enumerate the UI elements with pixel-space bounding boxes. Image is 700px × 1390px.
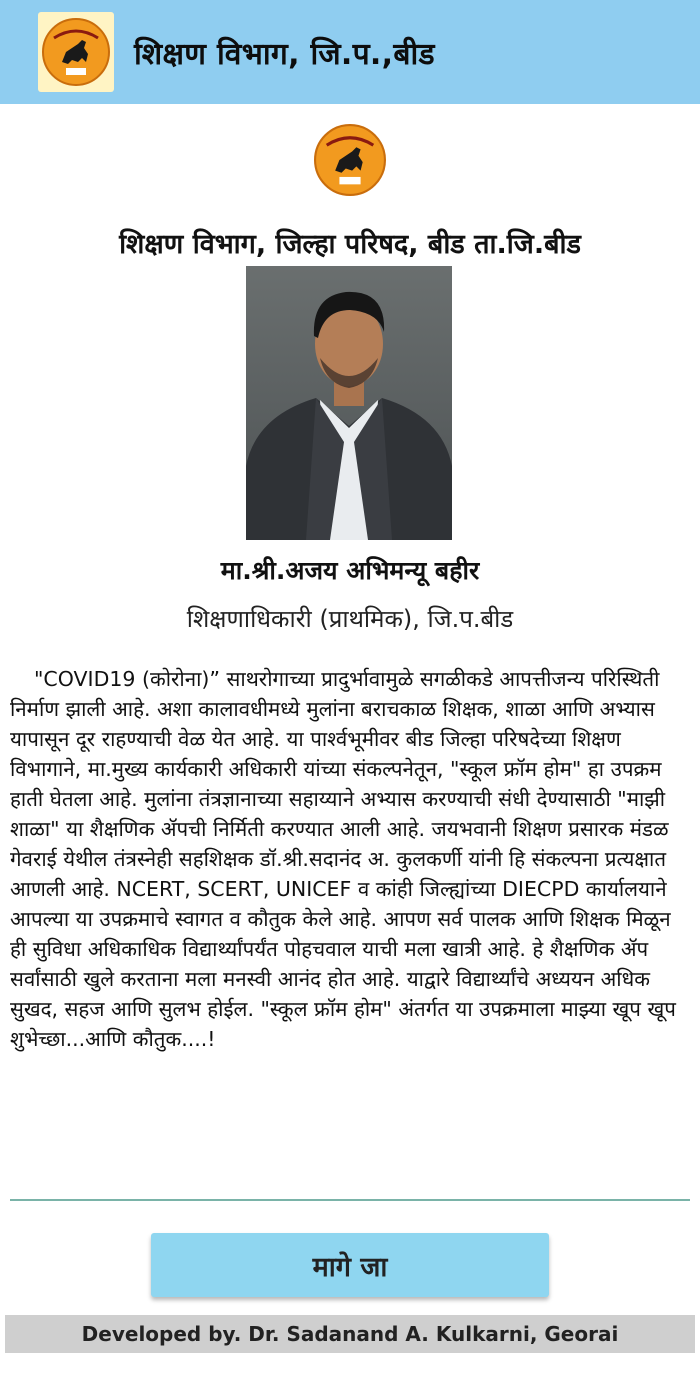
divider [10,1199,690,1201]
message-body: "COVID19 (कोरोना)” साथरोगाच्या प्रादुर्भावामुळे सगळीकडे आपत्तीजन्य परिस्थिती निर्माण झाली आहे. अशा कालावधीमध्ये मुलांना बराचकाळ शिक्षक, शाळा आणि अभ्यास यापासून दूर राहण्याची वेळ येत आहे. या पार्श्वभूमीवर बीड जिल्हा परिषदेच्या शिक्षण विभागाने, मा.मुख्य कार्यकारी अधिकारी यांच्या संकल्पनेतून, "स्कूल फ्रॉम होम" हा उपक्रम हाती घेतला आहे. मुलांना तंत्रज्ञानाच्या सहाय्याने अभ्यास करण्याची संधी देण्यासाठी "माझी शाळा" या शैक्षणिक ॲपची निर्मिती करण्यात आली आहे. जयभवानी शिक्षण प्रसारक मंडळ गेवराई येथील तंत्रस्नेही सहशिक्षक डॉ.श्री.सदानंद अ. कुलकर्णी यांनी हि संकल्पना प्रत्यक्षात आणली आहे. NCERT, SCERT, UNICEF व कांही जिल्ह्यांच्या DIECPD कार्यालयाने आपल्या या उपक्रमाचे स्वागत व कौतुक केले आहे. आपण सर्व पालक आणि शिक्षक मिळून ही सुविधा अधिकाधिक विद्यार्थ्यांपर्यंत पोहचवाल याची मला खात्री आहे. हे शैक्षणिक ॲप सर्वांसाठी खुले करताना मला मनस्वी आनंद होत आहे. याद्वारे विद्यार्थ्यांचे अध्ययन अधिक सुखद, सहज आणि सुलभ होईल. "स्कूल फ्रॉम होम" अंतर्गत या उपक्रमाला माझ्या खूप खूप शुभेच्छा...आणि कौतुक....! [10,667,676,1051]
officer-portrait-photo [246,266,452,540]
zilla-parishad-seal-icon [42,18,110,86]
zilla-parishad-seal-icon [314,124,386,196]
back-button[interactable]: मागे जा [151,1233,549,1297]
footer-credit: Developed by. Dr. Sadanand A. Kulkarni, Georai [5,1315,695,1353]
app-logo [38,12,114,92]
officer-designation: शिक्षणाधिकारी (प्राथमिक), जि.प.बीड [186,605,514,633]
portrait-illustration [246,266,452,540]
app-bar [0,0,700,104]
org-heading: शिक्षण विभाग, जिल्हा परिषद, बीड ता.जि.बीड [119,229,581,260]
app-title: शिक्षण विभाग, जि.प.,बीड [134,36,435,72]
officer-name: मा.श्री.अजय अभिमन्यू बहीर [220,556,480,585]
